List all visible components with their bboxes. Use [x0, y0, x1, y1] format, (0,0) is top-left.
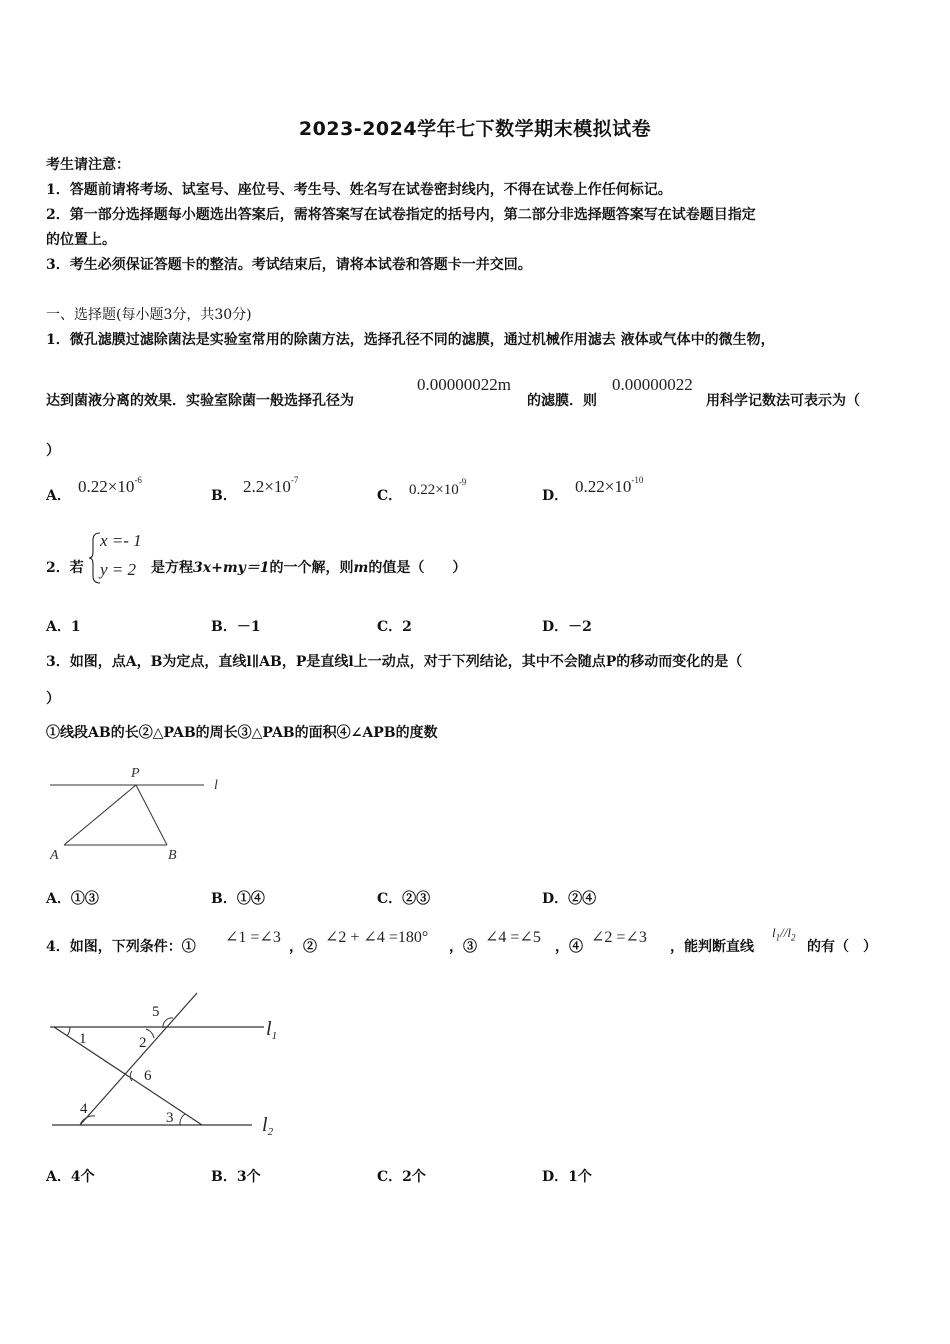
q2-option-a: A．1	[46, 619, 81, 635]
q3-segment-pa	[64, 785, 136, 845]
q1-option-a-value: $0.22\times 10^{-6}$	[78, 475, 142, 496]
q4-cond-2: ∠2 + ∠4 =180°	[325, 929, 429, 946]
q4-label-6: 6	[144, 1068, 152, 1084]
q3-label-b: B	[168, 848, 177, 863]
q2-option-d: D．－2	[542, 619, 592, 635]
q4-label-1: 1	[79, 1031, 87, 1047]
notice-item-1: 1．答题前请将考场、试室号、座位号、考生号、姓名写在试卷密封线内，不得在试卷上作任何标记。	[46, 182, 672, 198]
q2-prefix: 2．若	[46, 560, 84, 576]
q3-label-a: A	[50, 848, 59, 863]
q4-label-3: 3	[166, 1110, 174, 1126]
q1-option-b-value: $2.2\times 10^{-7}$	[243, 475, 299, 496]
q3-label-p: P	[131, 766, 140, 781]
q2-eq2: y = 2	[100, 560, 137, 579]
q1-option-c-letter: C．	[377, 488, 403, 504]
q2-statement: 是方程3x+my＝1的一个解，则m的值是（ ）	[151, 560, 467, 576]
q4-transversal-1	[54, 1027, 202, 1125]
q4-option-c: C．2个	[377, 1169, 426, 1185]
q4-cond-3: ∠4 =∠5	[485, 929, 541, 946]
q1-line2b: 的滤膜．则	[527, 393, 597, 409]
q4-prefix: 4．如图，下列条件：①	[46, 939, 196, 955]
q4-option-a: A．4个	[46, 1169, 95, 1185]
q1-line3: ）	[46, 443, 60, 459]
q3-option-b: B．①④	[211, 891, 265, 907]
q3-segment-pb	[136, 785, 167, 845]
q1-value-m: 0.00000022m	[417, 375, 511, 394]
q4-text-b: 的有（ ）	[807, 939, 877, 955]
page-title: 2023-2024学年七下数学期末模拟试卷	[298, 118, 652, 140]
notice-item-3: 3．考生必须保证答题卡的整洁。考试结束后，请将本试卷和答题卡一并交回。	[46, 257, 532, 273]
q4-arc-6	[130, 1071, 132, 1081]
q3-line2: ）	[46, 691, 60, 707]
q4-arc-4	[80, 1116, 95, 1125]
q4-text-a: ，能判断直线	[670, 939, 754, 955]
q3-line3: ①线段AB的长②△PAB的周长③△PAB的面积④∠APB的度数	[46, 725, 438, 741]
q4-l1-parallel-l2: $l_1//l_2$	[772, 925, 796, 943]
q3-option-c: C．②③	[377, 891, 431, 907]
q1-line2a: 达到菌液分离的效果．实验室除菌一般选择孔径为	[46, 393, 354, 409]
q4-label-5: 5	[152, 1004, 160, 1020]
q4-cond-1: ∠1 =∠3	[225, 929, 281, 946]
q4-option-b: B．3个	[211, 1169, 261, 1185]
q3-option-d: D．②④	[542, 891, 597, 907]
q3-line1: 3．如图，点A，B为定点，直线l∥AB，P是直线l上一动点，对于下列结论，其中不会随点P的移动而变化的是（	[46, 654, 743, 670]
notice-item-2-cont: 的位置上。	[46, 232, 116, 248]
q4-label-2: 2	[139, 1035, 147, 1051]
section-heading: 一、选择题(每小题3分，共30分)	[46, 307, 252, 323]
q4-sep-3: ，③	[449, 939, 477, 955]
q1-line1: 1．微孔滤膜过滤除菌法是实验室常用的除菌方法，选择孔径不同的滤膜，通过机械作用滤去 液体或气体中的微生物，	[46, 332, 775, 348]
notice-heading: 考生请注意：	[46, 157, 130, 173]
q4-label-4: 4	[80, 1101, 88, 1117]
q2-option-b: B．－1	[211, 619, 261, 635]
q4-label-l1: $l_1$	[266, 1018, 278, 1042]
q2-eq1: x =- 1	[100, 531, 142, 550]
q2-option-c: C．2	[377, 619, 412, 635]
q4-figure	[44, 985, 294, 1145]
q1-option-d-letter: D．	[542, 488, 569, 504]
q4-arc-3	[180, 1114, 185, 1125]
q1-option-c-value: $0.22\times 10^{-9}$	[409, 477, 467, 498]
q1-option-b-letter: B．	[211, 488, 237, 504]
q4-sep-4: ，④	[555, 939, 583, 955]
q3-option-a: A．①③	[46, 891, 99, 907]
q1-line2c: 用科学记数法可表示为（	[706, 393, 860, 409]
q4-arc-2	[146, 1029, 154, 1038]
q1-option-a-letter: A．	[46, 488, 71, 504]
q4-option-d: D．1个	[542, 1169, 592, 1185]
q3-label-l: l	[214, 778, 218, 793]
q4-cond-4: ∠2 =∠3	[591, 929, 647, 946]
q4-sep-2: ，②	[289, 939, 317, 955]
q3-figure	[44, 760, 234, 864]
q1-option-d-value: $0.22\times 10^{-10}$	[575, 475, 644, 496]
notice-item-2: 2．第一部分选择题每小题选出答案后，需将答案写在试卷指定的括号内，第二部分非选择题答案写在试卷题目指定	[46, 207, 756, 223]
q4-label-l2: $l_2$	[262, 1114, 274, 1138]
q4-transversal-2	[80, 993, 197, 1125]
q1-value: 0.00000022	[612, 375, 693, 394]
q4-arc-1	[67, 1027, 70, 1036]
